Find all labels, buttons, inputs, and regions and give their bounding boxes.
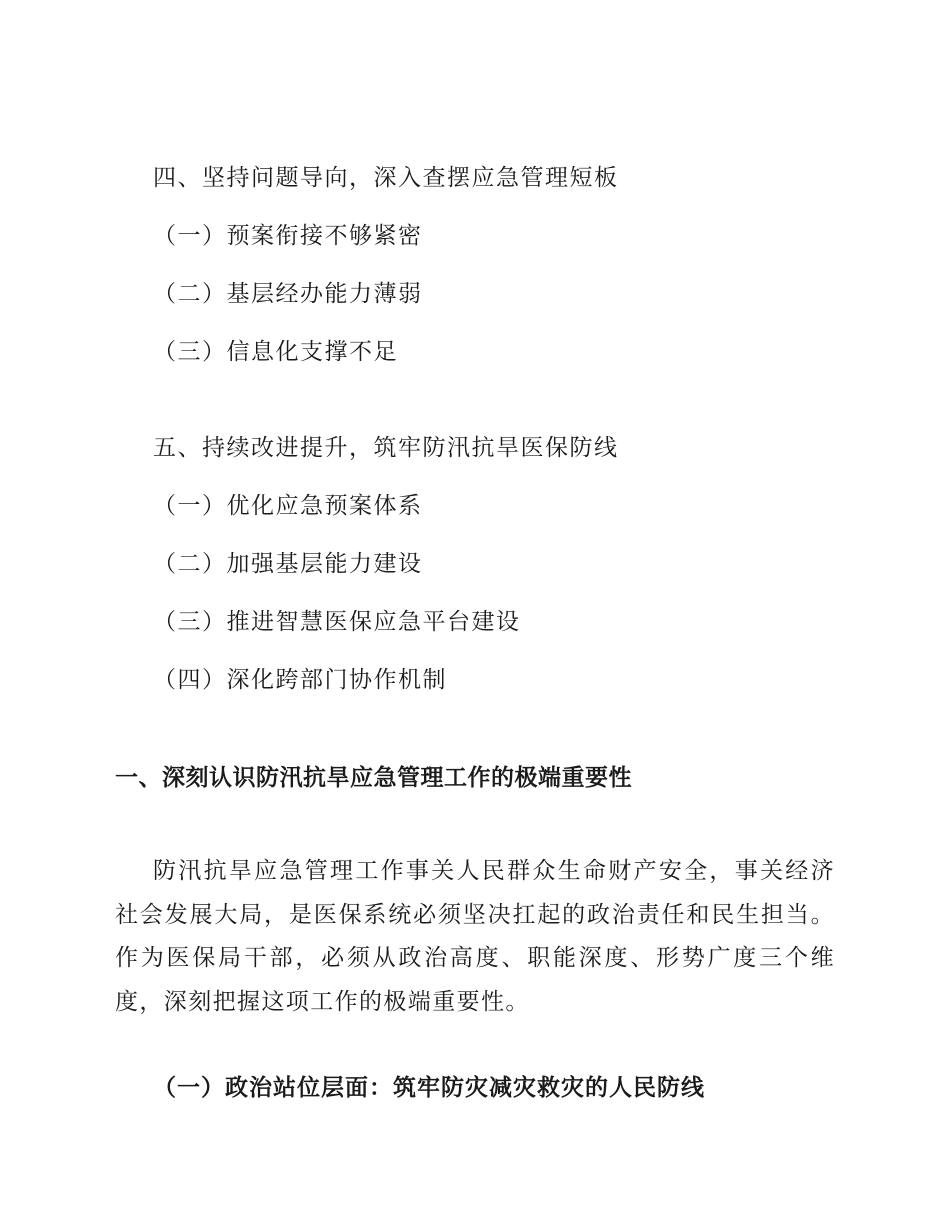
outline-section5-item-4: （四）深化跨部门协作机制 [153, 667, 447, 693]
section-heading-1: 一、深刻认识防汛抗旱应急管理工作的极端重要性 [115, 765, 632, 791]
outline-section5-item-1: （一）优化应急预案体系 [153, 493, 423, 519]
outline-section4-item-2: （二）基层经办能力薄弱 [153, 281, 423, 307]
outline-section4-title: 四、坚持问题导向，深入查摆应急管理短板 [153, 165, 619, 191]
outline-section4-item-3: （三）信息化支撑不足 [153, 339, 398, 365]
outline-section5-item-2: （二）加强基层能力建设 [153, 551, 423, 577]
body-paragraph-1: 防汛抗旱应急管理工作事关人民群众生命财产安全，事关经济社会发展大局，是医保系统必须坚决扛起的政治责任和民生担当。作为医保局干部，必须从政治高度、职能深度、形势广度三个维度，深刻把握这项工作的极端重要性。 [115, 858, 835, 1015]
outline-section5-title: 五、持续改进提升，筑牢防汛抗旱医保防线 [153, 435, 619, 461]
outline-section5-item-3: （三）推进智慧医保应急平台建设 [153, 609, 521, 635]
outline-section4-item-1: （一）预案衔接不够紧密 [153, 223, 423, 249]
subsection-heading-1: （一）政治站位层面：筑牢防灾减灾救灾的人民防线 [153, 1074, 705, 1101]
